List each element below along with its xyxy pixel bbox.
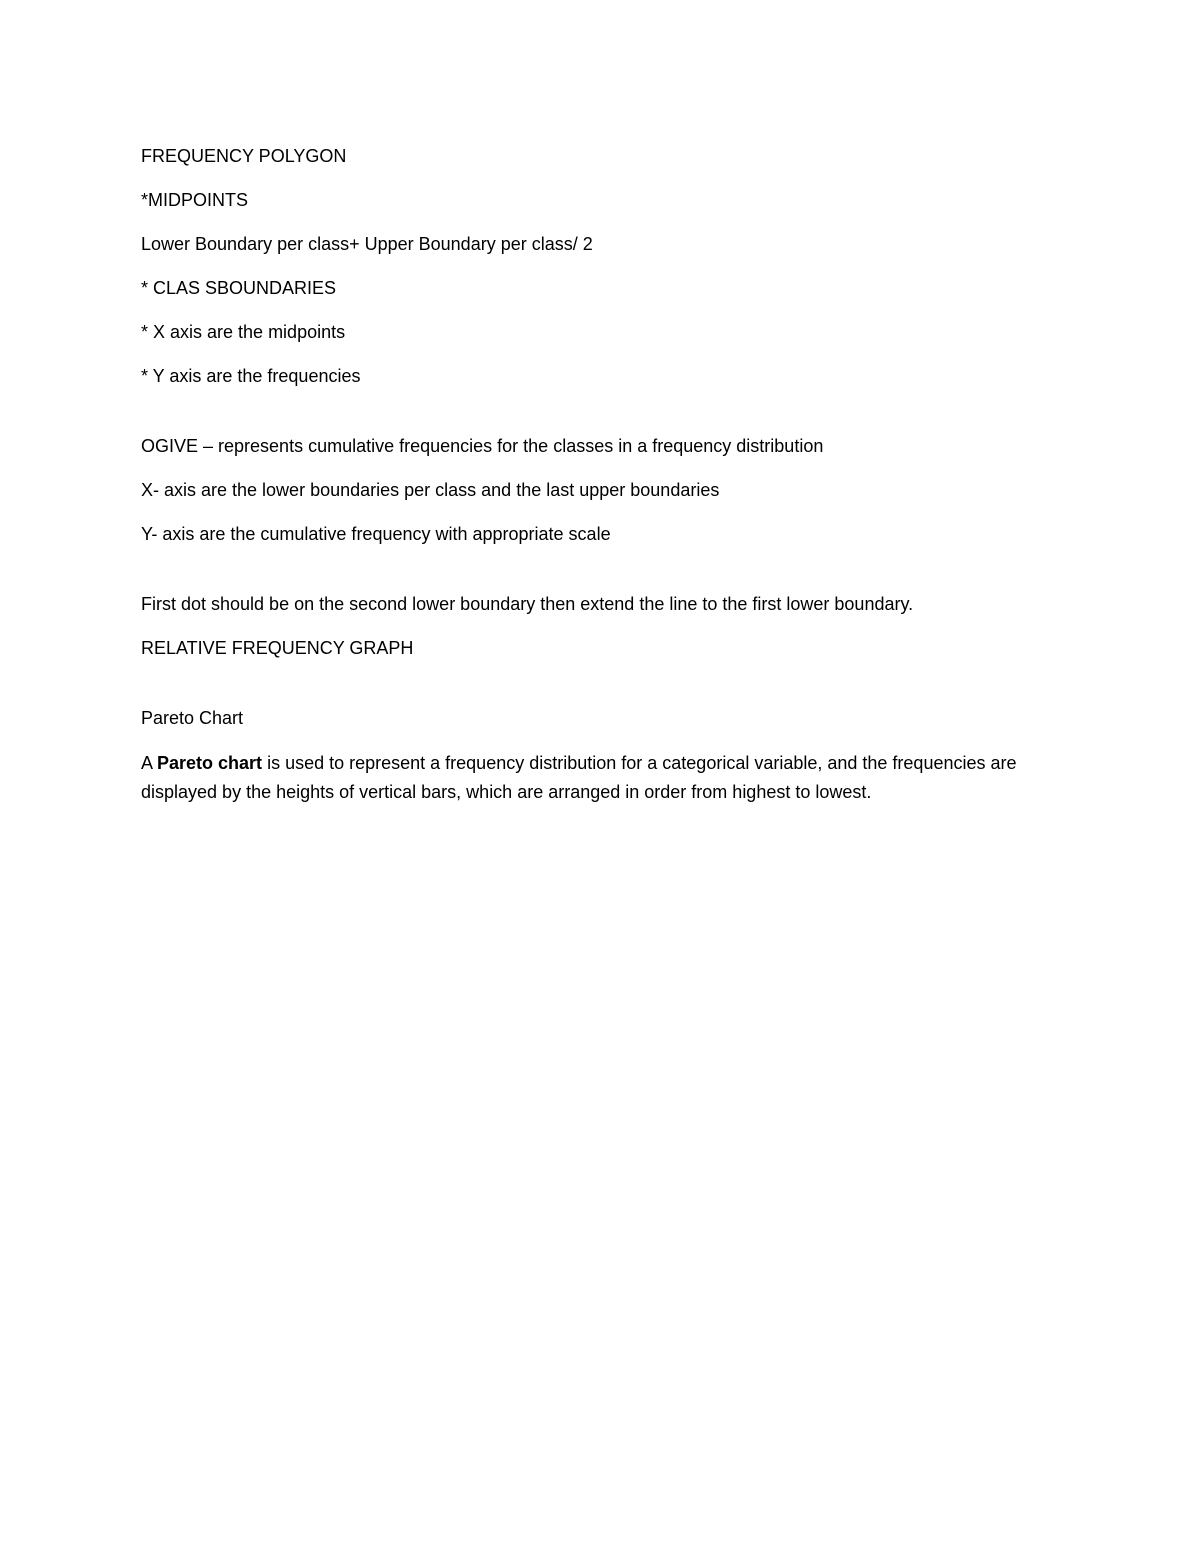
note-ogive-y-axis: Y- axis are the cumulative frequency with appropriate scale: [141, 524, 611, 544]
note-first-dot: First dot should be on the second lower boundary then extend the line to the first lower boundary.: [141, 594, 914, 614]
note-ogive-x-axis: X- axis are the lower boundaries per class and the last upper boundaries: [141, 480, 720, 500]
document-body: [141, 143, 1041, 806]
note-midpoint-formula: Lower Boundary per class+ Upper Boundary per class/ 2: [141, 234, 593, 254]
heading-frequency-polygon: FREQUENCY POLYGON: [141, 146, 347, 166]
heading-relative-frequency-graph: RELATIVE FREQUENCY GRAPH: [141, 638, 414, 658]
pareto-rest: is used to represent a frequency distribution for a categorical variable, and the frequencies are displayed by the heights of vertical bars, which are arranged in order from highest to lowest.: [141, 753, 1017, 802]
pareto-bold-term: Pareto chart: [157, 753, 263, 773]
heading-ogive: OGIVE – represents cumulative frequencies for the classes in a frequency distribution: [141, 436, 824, 456]
note-y-axis-frequencies: * Y axis are the frequencies: [141, 366, 361, 386]
pareto-lead: A: [141, 753, 158, 773]
note-class-boundaries: * CLAS SBOUNDARIES: [141, 278, 337, 298]
note-midpoints: *MIDPOINTS: [141, 190, 249, 210]
pareto-definition-paragraph: [141, 749, 1031, 806]
heading-pareto-chart: Pareto Chart: [141, 708, 244, 728]
note-x-axis-midpoints: * X axis are the midpoints: [141, 322, 346, 342]
